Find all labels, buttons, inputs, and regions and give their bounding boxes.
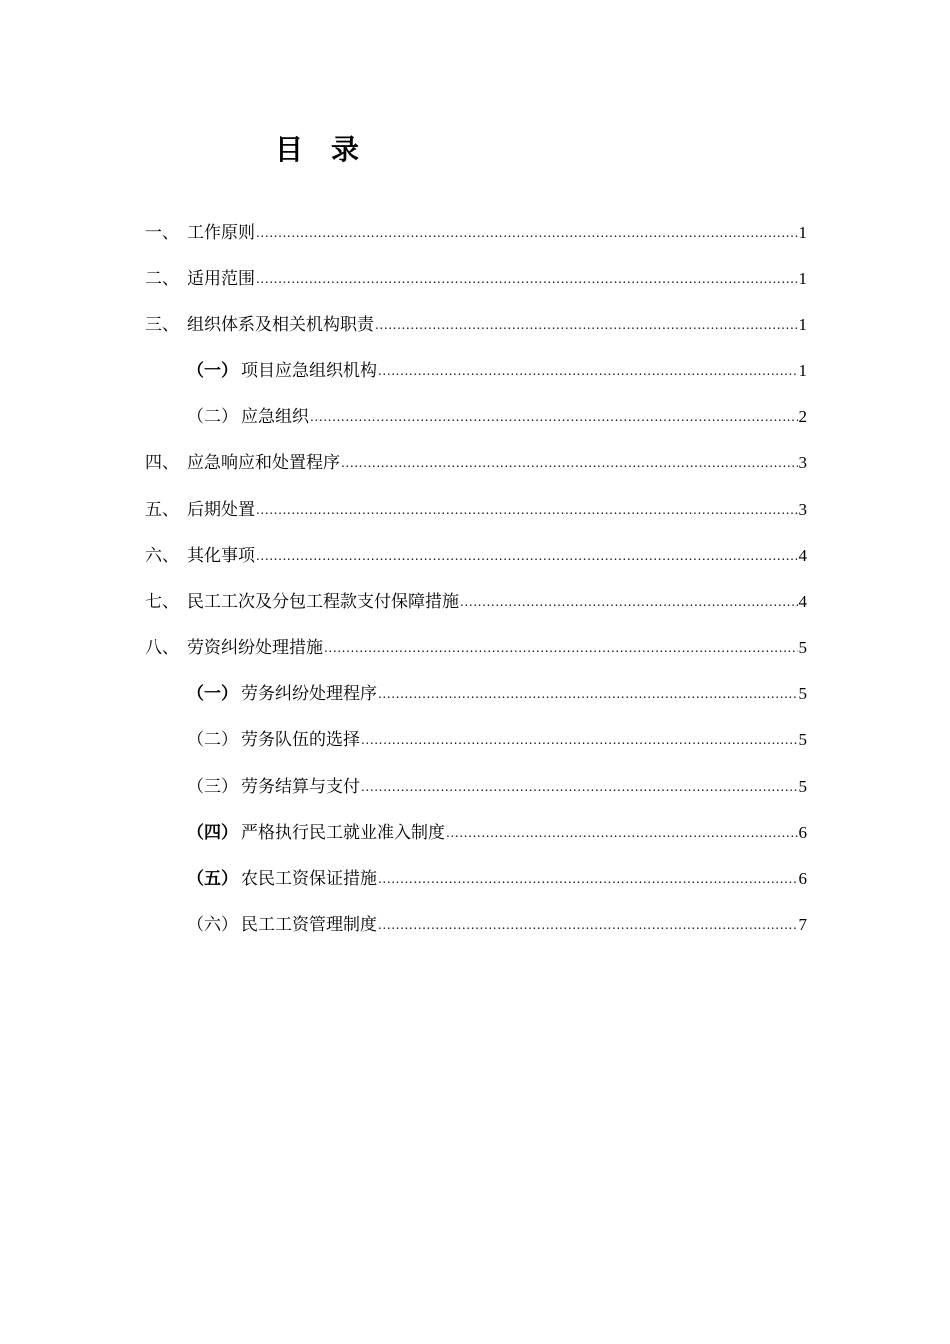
toc-entry-text: 应急组织 [241,407,309,427]
toc-entry-page: 1 [798,361,807,380]
toc-entry-page: 4 [798,546,807,565]
toc-entry-7[interactable] [145,589,807,615]
toc-entry-page: 5 [798,684,807,703]
toc-entry-page: 1 [798,315,807,334]
toc-entry-page: 5 [798,777,807,796]
toc-entry-number: 三、 [145,315,179,335]
toc-dot-leader [375,312,798,338]
toc-entry-3-2[interactable] [187,404,807,430]
toc-entry-number: （二） [187,407,238,427]
toc-dot-leader [378,866,798,892]
toc-entry-text: 农民工资保证措施 [241,869,377,889]
toc-entry-page: 5 [798,730,807,749]
toc-dot-leader [378,681,798,707]
toc-dot-leader [446,820,798,846]
toc-entry-number: 八、 [145,638,179,658]
toc-entry-page: 7 [798,915,807,934]
toc-dot-leader [460,589,798,615]
toc-entry-number: （四） [187,823,238,843]
toc-entry-number: 六、 [145,546,179,566]
toc-entry-6[interactable] [145,543,807,569]
toc-entry-text: 其化事项 [187,546,255,566]
toc-entry-text: 劳务纠纷处理程序 [241,684,377,704]
toc-entry-page: 4 [798,592,807,611]
toc-entry-8-3[interactable] [187,774,807,800]
toc-entry-text: 劳务队伍的选择 [241,730,360,750]
toc-entry-page: 3 [798,500,807,519]
toc-entry-8-4[interactable] [187,820,807,846]
toc-entry-text: 组织体系及相关机构职责 [187,315,374,335]
toc-dot-leader [310,404,798,430]
toc-dot-leader [378,912,798,938]
toc-entry-text: 项目应急组织机构 [241,361,377,381]
toc-entry-3-1[interactable] [187,358,807,384]
toc-entry-page: 6 [798,823,807,842]
toc-entry-number: （二） [187,730,238,750]
toc-entry-number: 四、 [145,453,179,473]
toc-dot-leader [256,266,798,292]
toc-dot-leader [341,450,798,476]
toc-entry-1[interactable] [145,220,807,246]
toc-dot-leader [256,220,798,246]
toc-entry-number: （三） [187,777,238,797]
toc-entry-3[interactable] [145,312,807,338]
toc-entry-5[interactable] [145,497,807,523]
page-title: 目 录 [275,133,360,166]
toc-dot-leader [361,774,798,800]
toc-entry-number: 五、 [145,500,179,520]
toc-entry-text: 民工工资管理制度 [241,915,377,935]
toc-entry-page: 5 [798,638,807,657]
toc-dot-leader [256,497,798,523]
toc-entry-page: 1 [798,223,807,242]
toc-entry-page: 6 [798,869,807,888]
toc-entry-8-1[interactable] [187,681,807,707]
toc-entry-text: 严格执行民工就业准入制度 [241,823,445,843]
toc-entry-2[interactable] [145,266,807,292]
toc-entry-number: （一） [187,684,238,704]
toc-dot-leader [256,543,798,569]
toc-entry-text: 适用范围 [187,269,255,289]
toc-entry-page: 1 [798,269,807,288]
toc-entry-text: 应急响应和处置程序 [187,453,340,473]
toc-entry-number: （六） [187,915,238,935]
toc-entry-text: 后期处置 [187,500,255,520]
toc-entry-8-5[interactable] [187,866,807,892]
toc-dot-leader [361,727,798,753]
toc-entry-page: 3 [798,453,807,472]
toc-entry-text: 劳资纠纷处理措施 [187,638,323,658]
toc-entry-text: 劳务结算与支付 [241,777,360,797]
toc-entry-number: （一） [187,361,238,381]
toc-entry-8-2[interactable] [187,727,807,753]
toc-dot-leader [324,635,798,661]
toc-entry-page: 2 [798,407,807,426]
toc-entry-4[interactable] [145,450,807,476]
toc-entry-8-6[interactable] [187,912,807,938]
toc-dot-leader [378,358,798,384]
toc-entry-text: 工作原则 [187,223,255,243]
toc-entry-number: （五） [187,869,238,889]
toc-entry-number: 七、 [145,592,179,612]
toc-entry-number: 二、 [145,269,179,289]
toc-entry-number: 一、 [145,223,179,243]
toc-entry-text: 民工工次及分包工程款支付保障措施 [187,592,459,612]
toc-entry-8[interactable] [145,635,807,661]
